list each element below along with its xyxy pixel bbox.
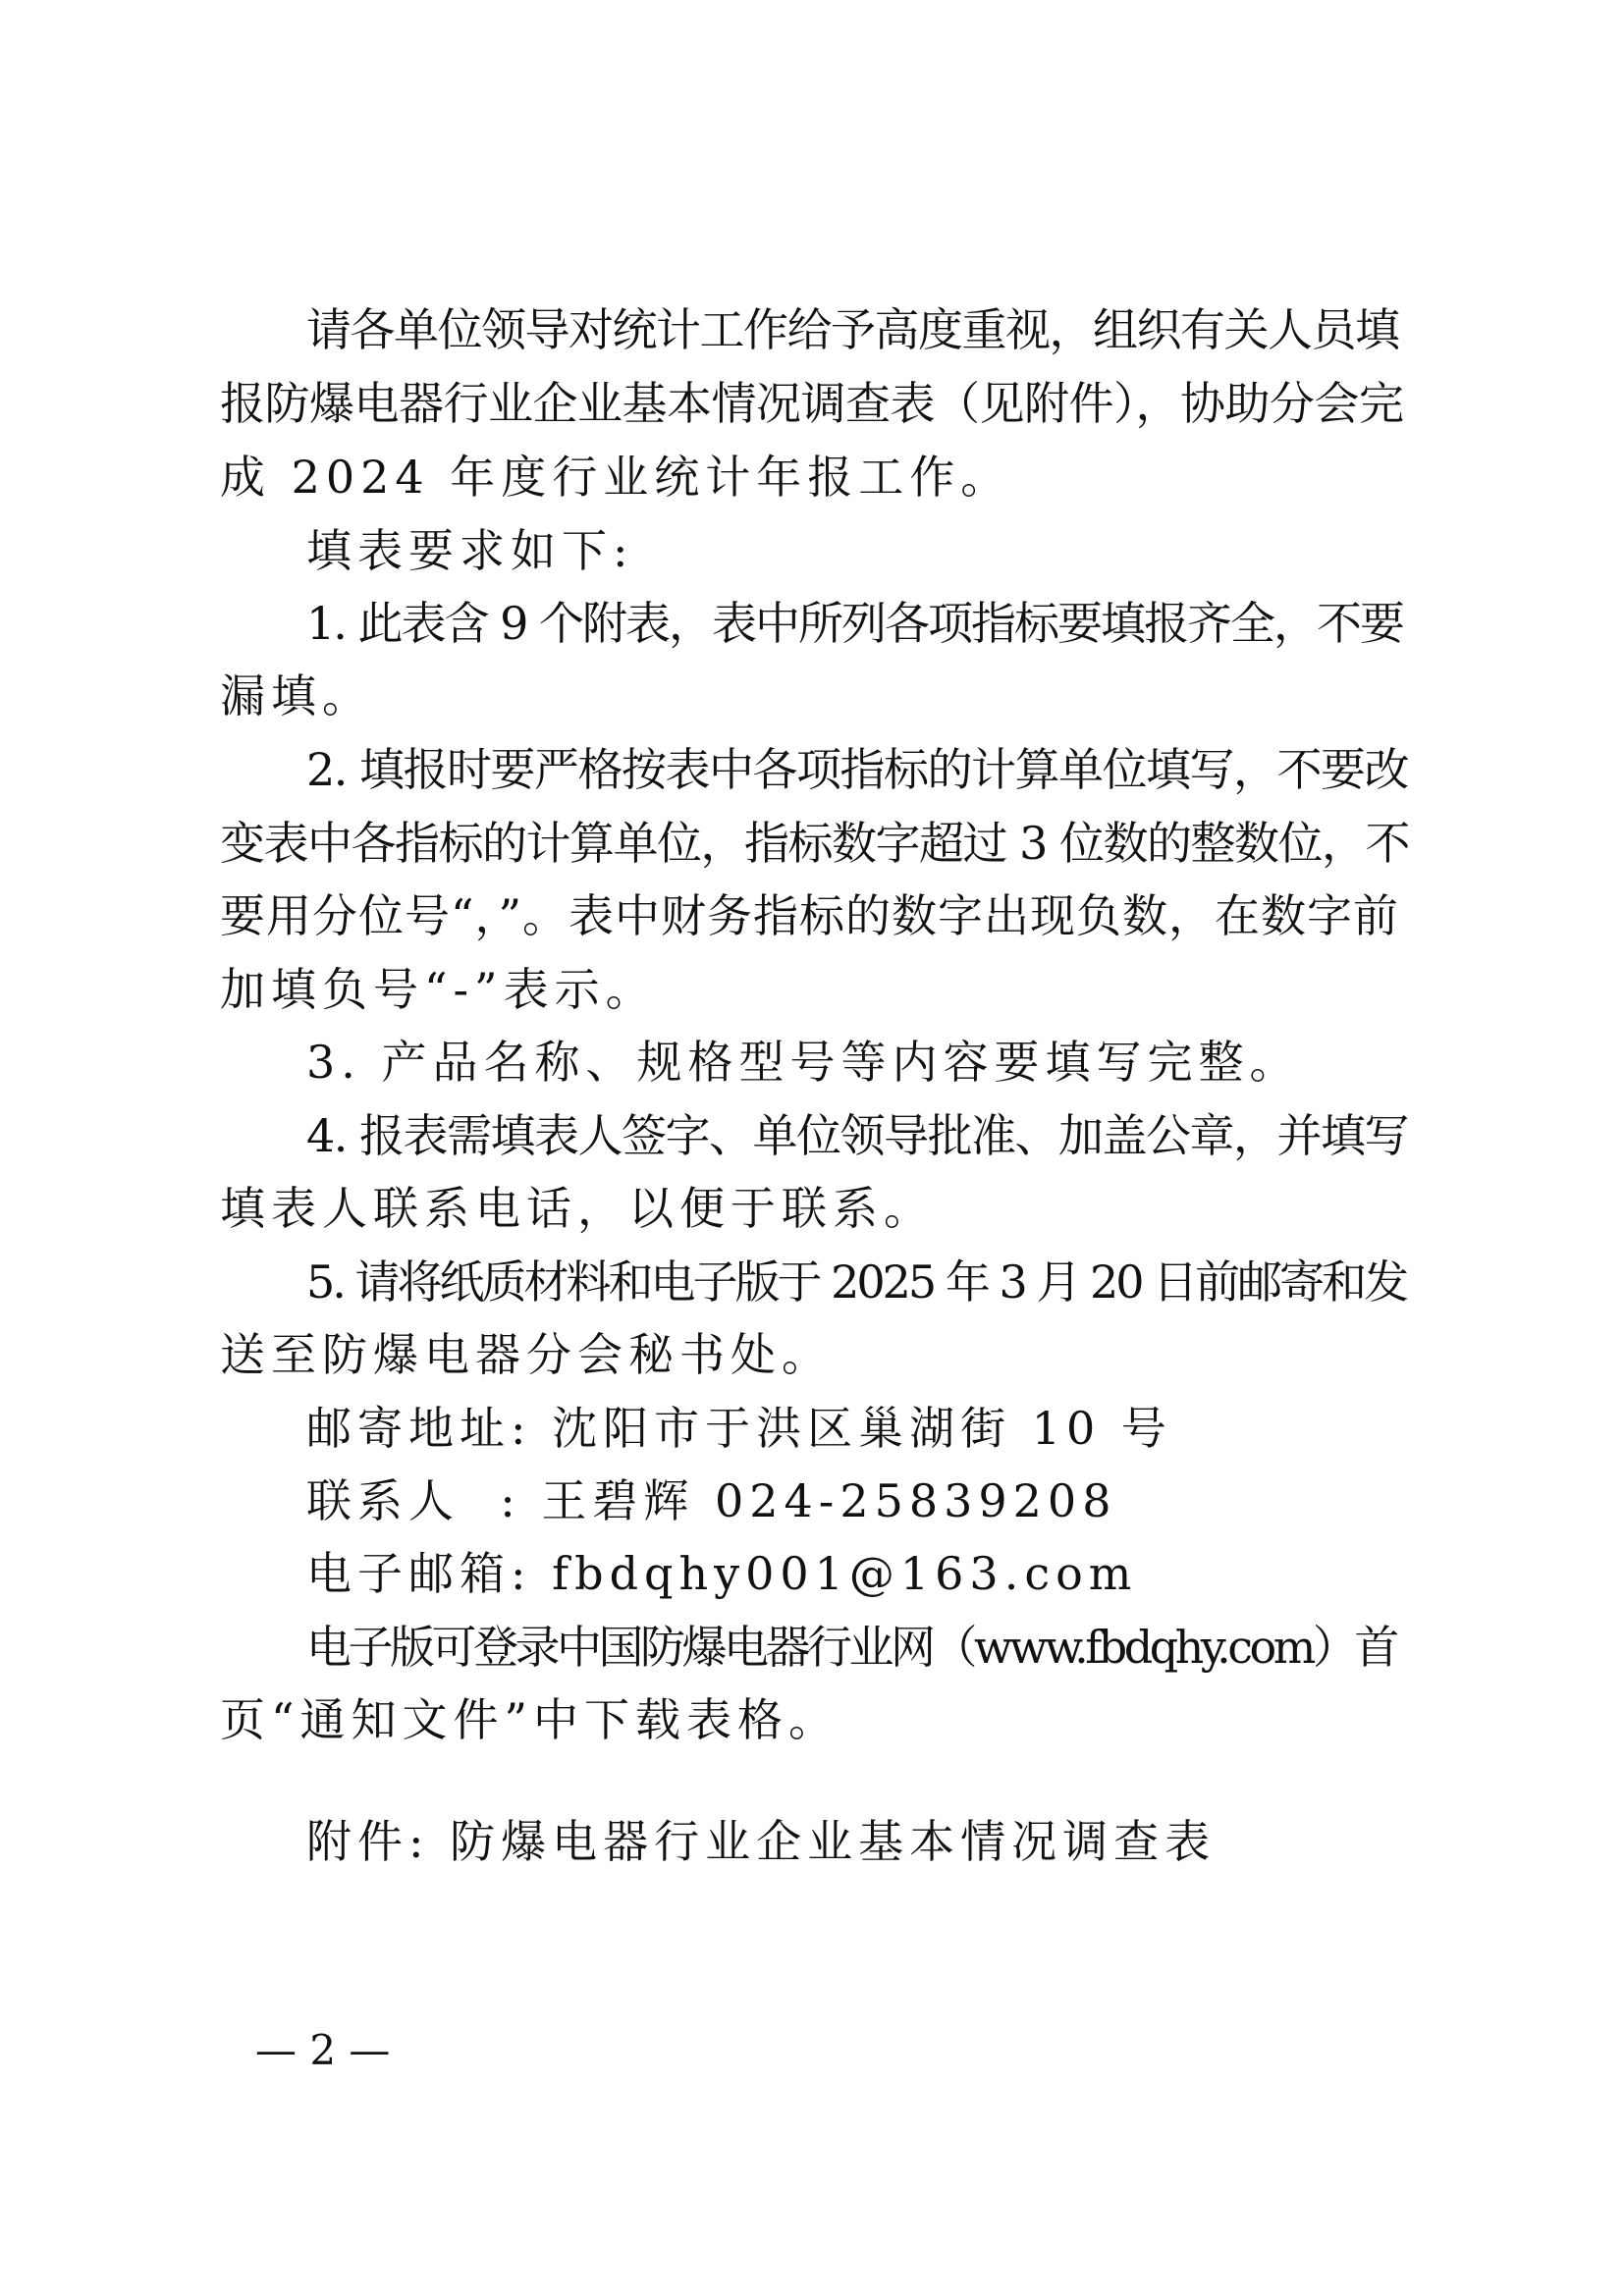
requirement-2-line-2: 变表中各指标的计算单位，指标数字超过 3 位数的整数位，不: [220, 817, 1410, 870]
requirement-1-line-2: 漏填。: [220, 669, 373, 722]
download-note-line-2: 页“通知文件”中下载表格。: [220, 1693, 840, 1746]
contact-person: 联系人 : 王碧辉 024-25839208: [306, 1474, 1117, 1527]
paragraph-intro-line-2: 报防爆电器行业企业基本情况调查表（见附件），协助分会完: [220, 377, 1404, 430]
requirement-5-line-2: 送至防爆电器分会秘书处。: [220, 1328, 833, 1381]
requirement-2-line-3: 要用分位号“，”。表中财务指标的数字出现负数，在数字前: [220, 889, 1400, 942]
paragraph-intro-line-1: 请各单位领导对统计工作给予高度重视，组织有关人员填: [306, 303, 1399, 356]
paragraph-intro-line-3: 成 2024 年度行业统计年报工作。: [220, 451, 1012, 504]
requirements-heading: 填表要求如下:: [306, 524, 634, 577]
requirement-5-line-1: 5. 请将纸质材料和电子版于 2025 年 3 月 20 日前邮寄和发: [306, 1255, 1407, 1308]
page-number: — 2 —: [255, 2026, 391, 2074]
requirement-2-line-4: 加填负号“-”表示。: [220, 963, 657, 1016]
requirement-3: 3. 产品名称、规格型号等内容要填写完整。: [306, 1036, 1301, 1089]
email-address: 电子邮箱: fbdqhy001@163.com: [306, 1547, 1138, 1600]
requirement-4-line-2: 填表人联系电话，以便于联系。: [220, 1182, 935, 1235]
mailing-address: 邮寄地址: 沈阳市于洪区巢湖街 10 号: [306, 1402, 1172, 1455]
attachment-line: 附件: 防爆电器行业企业基本情况调查表: [306, 1815, 1217, 1868]
requirement-1-line-1: 1. 此表含 9 个附表，表中所列各项指标要填报齐全，不要: [306, 597, 1404, 650]
requirement-2-line-1: 2. 填报时要严格按表中各项指标的计算单位填写，不要改: [306, 743, 1409, 796]
requirement-4-line-1: 4. 报表需填表人签字、单位领导批准、加盖公章，并填写: [306, 1109, 1409, 1162]
download-note-line-1: 电子版可登录中国防爆电器行业网（www.fbdqhy.com）首: [306, 1621, 1396, 1674]
